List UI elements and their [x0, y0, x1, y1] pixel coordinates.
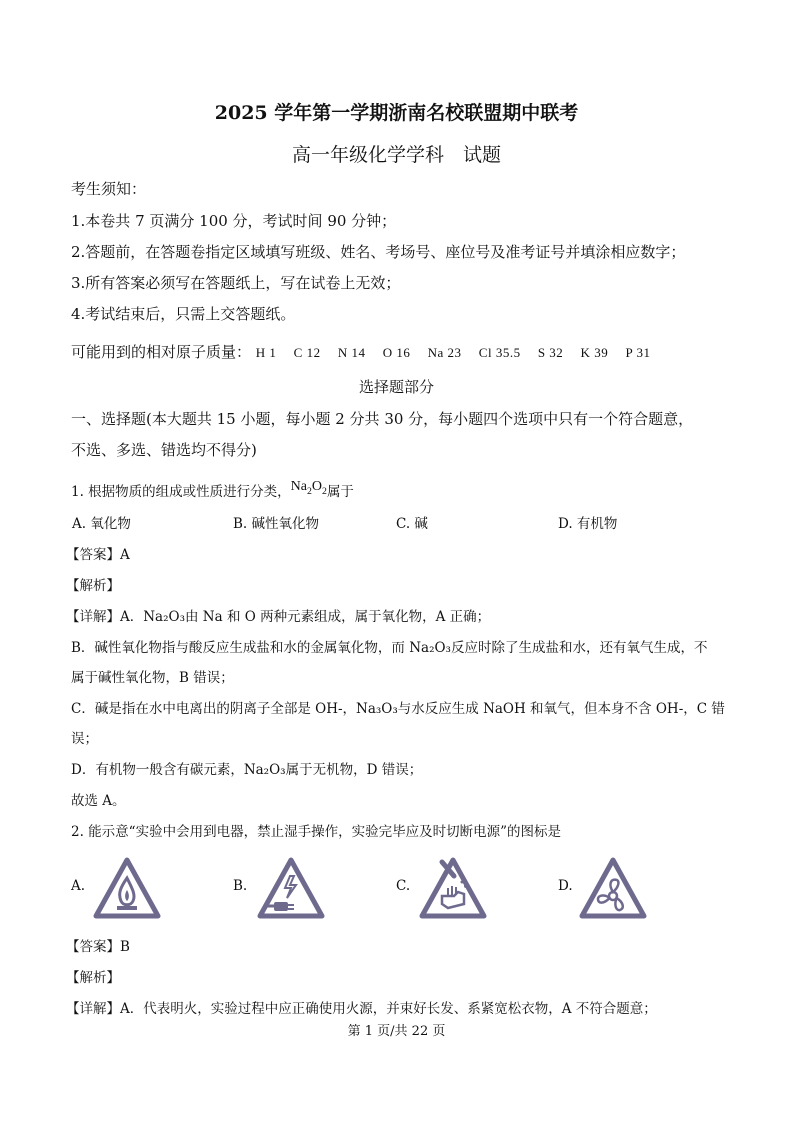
atomic-mass-label: 可能用到的相对原子质量： — [71, 343, 252, 361]
q1-option-d: D. 有机物 — [558, 516, 618, 532]
notice-item-1: 1.本卷共 7 页满分 100 分，考试时间 90 分钟； — [71, 212, 397, 230]
electric-plug-icon — [256, 856, 326, 920]
flame-icon — [92, 856, 162, 920]
atomic-mass-values: H 1 C 12 N 14 O 16 Na 23 Cl 35.5 S 32 K 39 P 31 — [255, 345, 651, 360]
q1-answer — [66, 543, 130, 563]
q2-answer-value: B — [120, 939, 130, 955]
exam-subtitle: 高一年级化学学科 试题 — [291, 144, 501, 166]
page-number: 第 1 页/共 22 页 — [347, 1024, 446, 1039]
notice-item-2: 2.答题前，在答题卷指定区域填写班级、姓名、考场号、座位号及准考证号并填涂相应数字； — [71, 243, 686, 261]
atomic-mass-line — [71, 341, 650, 362]
q1-option-b: B. 碱性氧化物 — [233, 516, 320, 532]
q1-stem-text: 1. 根据物质的组成或性质进行分类， — [71, 484, 291, 500]
q2-answer — [66, 935, 130, 955]
q2-stem: 2. 能示意“实验中会用到电器，禁止湿手操作，实验完毕应及时切断电源”的图标是 — [71, 824, 561, 840]
q1-detail-2b: 属于碱性氧化物，B 错误； — [71, 670, 234, 686]
q1-conclusion: 故选 A。 — [71, 793, 126, 809]
q1-answer-value: A — [120, 547, 130, 563]
q2-analysis-tag: 【解析】 — [66, 970, 120, 986]
q2-answer-tag: 【答案】 — [66, 939, 120, 955]
q1-detail-4: D．有机物一般含有碳元素，Na₂O₃属于无机物，D 错误； — [71, 762, 423, 778]
q2-option-b: B. — [233, 878, 248, 894]
notice-item-4: 4.考试结束后，只需上交答题纸。 — [71, 305, 296, 323]
q1-option-a: A. 氧化物 — [72, 516, 131, 532]
q1-stem — [71, 480, 354, 503]
q2-option-d: D. — [558, 878, 573, 894]
section-title: 选择题部分 — [358, 378, 434, 396]
q1-analysis-tag: 【解析】 — [66, 578, 120, 594]
q1-stem-end: 属于 — [326, 484, 354, 500]
q1-detail-3a: C．碱是指在水中电离出的阴离子全部是 OH-，Na₃O₃与水反应生成 NaOH 和氧气，但本身不含 OH-，C 错 — [71, 701, 725, 717]
notice-item-3: 3.所有答案必须写在答题纸上，写在试卷上无效； — [71, 274, 401, 292]
notice-heading: 考生须知： — [71, 180, 147, 198]
q1-formula: $Na_2O_2$ — [290, 479, 327, 497]
fan-icon — [578, 856, 648, 920]
q1-option-c: C. 碱 — [396, 516, 428, 532]
section-instruction-1: 一、选择题(本大题共 15 小题，每小题 2 分共 30 分，每小题四个选项中只有一个符合题意， — [71, 410, 694, 428]
q2-option-a: A. — [71, 878, 86, 894]
section-instruction-2: 不选、多选、错选均不得分) — [71, 441, 257, 459]
q1-detail-1: 【详解】A．Na₂O₃由 Na 和 O 两种元素组成，属于氧化物，A 正确； — [66, 609, 491, 625]
exam-title: 2025 学年第一学期浙南名校联盟期中联考 — [214, 102, 579, 124]
hand-wash-icon — [418, 856, 488, 920]
q1-detail-2a: B．碱性氧化物指与酸反应生成盐和水的金属氧化物，而 Na₂O₃反应时除了生成盐和水，还有氧气生成，不 — [71, 640, 708, 656]
q2-option-c: C. — [396, 878, 411, 894]
q2-detail-1: 【详解】A．代表明火，实验过程中应正确使用火源，并束好长发、系紧宽松衣物，A 不符合题意； — [66, 1001, 657, 1017]
q1-detail-3b: 误； — [71, 731, 98, 747]
q1-answer-tag: 【答案】 — [66, 547, 120, 563]
